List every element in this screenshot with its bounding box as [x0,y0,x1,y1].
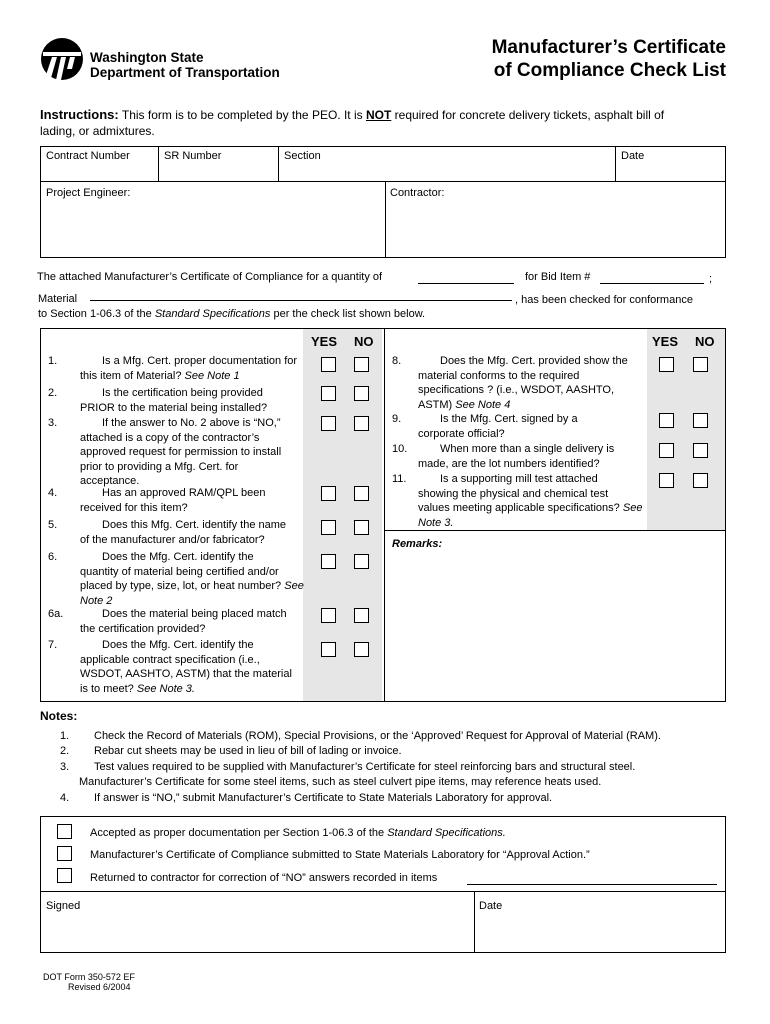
item-line: WSDOT, AASHTO, ASTM) that the material [80,668,292,680]
item-text [80,638,310,696]
left-item-no-checkbox[interactable] [354,357,369,372]
note-number: 2. [60,745,70,757]
item-line: Does this Mfg. Cert. identify the name [102,519,287,531]
left-item-yes-checkbox[interactable] [321,486,336,501]
yes-header-left: YES [311,334,338,349]
left-item-no-checkbox[interactable] [354,554,369,569]
left-item-no-checkbox[interactable] [354,486,369,501]
item-text [80,386,310,415]
item-line: the certification provided? [80,622,206,635]
item-text [80,518,310,547]
item-number: 9. [392,413,402,425]
page-title [492,36,726,82]
submitted-text: Manufacturer’s Certificate of Compliance submitted to State Materials Laboratory for “Approval Action.” [90,849,590,861]
item-line: Is a supporting mill test attached [440,473,598,485]
item-line: values meeting applicable specifications? [418,502,620,514]
instructions-label: Instructions: [40,107,119,122]
item-line: acceptance. [80,475,140,487]
section-reference-text [38,307,425,321]
right-item-yes-checkbox[interactable] [659,473,674,488]
item-line: If the answer to No. 2 above is “NO,” [102,417,281,429]
date-field[interactable]: Date [621,150,645,162]
right-item-yes-checkbox[interactable] [659,443,674,458]
wsdot-logo-icon [40,37,84,81]
form-number: DOT Form 350-572 EF [43,972,135,982]
item-note: See Note 2 [80,580,304,607]
agency-name [90,50,280,80]
item-line: Does the Mfg. Cert. identify the [102,551,254,563]
left-shaded-column [303,329,382,701]
item-number: 8. [392,355,402,367]
left-item-no-checkbox[interactable] [354,416,369,431]
note-text: Test values required to be supplied with Manufacturer’s Certificate for steel reinforcing bars and structural steel. [94,761,636,773]
item-text [418,442,643,471]
title-line1: Manufacturer’s Certificate [491,37,726,58]
right-item-yes-checkbox[interactable] [659,357,674,372]
item-line: corporate official? [418,427,505,440]
item-line: made, are the lot numbers identified? [418,457,600,470]
accepted-text [90,826,506,840]
item-line: ASTM) [418,398,453,411]
item-number: 5. [48,519,58,531]
sr-number-field[interactable]: SR Number [164,150,222,162]
item-line: is to meet? [80,682,134,695]
item-line: attached is a copy of the contractor’s [80,431,260,444]
item-line: Does the Mfg. Cert. identify the [102,639,254,651]
item-line: showing the physical and chemical test [418,487,609,500]
item-note: See Note 3. [418,502,643,529]
item-note: See Note 3. [136,682,195,695]
item-line: prior to providing a Mfg. Cert. for [80,460,239,473]
left-item-yes-checkbox[interactable] [321,416,336,431]
instructions [40,107,730,139]
bid-item-label: for Bid Item # [525,271,591,283]
item-text [418,472,643,530]
right-item-no-checkbox[interactable] [693,443,708,458]
left-item-no-checkbox[interactable] [354,520,369,535]
item-number: 6. [48,551,58,563]
item-line: of the manufacturer and/or fabricator? [80,533,265,546]
left-item-no-checkbox[interactable] [354,608,369,623]
item-note: See Note 1 [184,369,240,382]
left-item-no-checkbox[interactable] [354,386,369,401]
item-text [80,486,310,515]
item-text [418,354,643,412]
left-item-yes-checkbox[interactable] [321,357,336,372]
instructions-emphasis: NOT [365,108,392,122]
section-reference-b: per the check list shown below. [273,308,426,320]
revised-date: Revised 6/2004 [68,982,131,992]
item-number: 1. [48,355,58,367]
accepted-checkbox[interactable] [57,824,72,839]
item-line: this item of Material? [80,369,182,382]
left-item-no-checkbox[interactable] [354,642,369,657]
statement-quantity-label: The attached Manufacturer’s Certificate of Compliance for a quantity of [37,271,383,283]
right-item-no-checkbox[interactable] [693,357,708,372]
note-text: If answer is “NO,” submit Manufacturer’s Certificate to State Materials Laboratory for approval. [94,792,553,804]
left-item-yes-checkbox[interactable] [321,554,336,569]
material-label: Material [38,293,78,305]
left-item-yes-checkbox[interactable] [321,520,336,535]
right-item-yes-checkbox[interactable] [659,413,674,428]
item-line: Is the certification being provided [102,387,263,399]
contract-number-field[interactable]: Contract Number [46,150,130,162]
item-line: quantity of material being certified and/or [80,565,279,578]
agency-line2: Department of Transportation [90,65,280,80]
item-line: Does the material being placed match [102,608,287,620]
left-item-yes-checkbox[interactable] [321,608,336,623]
left-item-yes-checkbox[interactable] [321,642,336,657]
no-header-right: NO [695,334,715,349]
returned-checkbox[interactable] [57,868,72,883]
item-text [80,607,310,636]
item-line: placed by type, size, lot, or heat number? [80,580,282,592]
item-number: 3. [48,417,58,429]
item-text [80,550,310,608]
contractor-field[interactable]: Contractor: [390,187,445,199]
title-line2: of Compliance Check List [493,60,726,81]
returned-text: Returned to contractor for correction of “NO” answers recorded in items [90,872,438,884]
quantity-input[interactable] [418,283,514,284]
note-text: Rebar cut sheets may be used in lieu of bill of lading or invoice. [94,745,402,757]
conformance-text: , has been checked for conformance [515,294,693,306]
section-field[interactable]: Section [284,150,321,162]
item-line: approved request for permission to install [80,446,282,458]
signed-field[interactable]: Signed [46,900,81,912]
agency-line1: Washington State [90,50,204,65]
semicolon: ; [709,273,713,285]
item-line: Is a Mfg. Cert. proper documentation for [102,355,298,367]
item-number: 7. [48,639,58,651]
item-text [80,354,310,383]
right-item-no-checkbox[interactable] [693,473,708,488]
item-text [418,412,643,441]
item-number: 6a. [48,608,64,620]
item-line: PRIOR to the material being installed? [80,401,268,414]
note-text: Manufacturer’s Certificate for some steel items, such as steel culvert pipe items, may reference heats used. [79,776,602,788]
note-number: 4. [60,792,70,804]
accepted-text-a: Accepted as proper documentation per Section 1-06.3 of the [90,827,385,839]
item-line: Is the Mfg. Cert. signed by a [440,413,578,425]
project-engineer-field[interactable]: Project Engineer: [46,187,131,199]
yes-header-right: YES [652,334,679,349]
accepted-text-em: Standard Specifications. [387,827,506,839]
notes-title: Notes: [40,709,78,723]
left-item-yes-checkbox[interactable] [321,386,336,401]
instructions-text-after: required for concrete delivery tickets, asphalt bill of [394,108,665,122]
material-input[interactable] [90,300,512,301]
submitted-checkbox[interactable] [57,846,72,861]
remarks-label: Remarks: [392,538,443,550]
item-number: 2. [48,387,58,399]
item-line: Has an approved RAM/QPL been [102,487,266,499]
item-line: received for this item? [80,501,188,514]
note-text: Check the Record of Materials (ROM), Special Provisions, or the ‘Approved’ Request for Approval of Material (RAM). [94,730,661,742]
item-number: 10. [392,443,408,455]
item-line: applicable contract specification (i.e., [80,653,260,666]
item-note: See Note 4 [455,398,511,411]
bid-item-input[interactable] [600,283,704,284]
standard-specifications-ref: Standard Specifications [154,308,271,320]
signature-date-field[interactable]: Date [479,900,503,912]
item-number: 4. [48,487,58,499]
instructions-line2: lading, or admixtures. [40,124,155,138]
item-line: material conforms to the required [418,369,580,382]
right-item-no-checkbox[interactable] [693,413,708,428]
note-number: 1. [60,730,70,742]
item-line: When more than a single delivery is [440,443,615,455]
returned-items-input[interactable] [467,884,717,885]
section-reference-a: to Section 1-06.3 of the [38,308,152,320]
no-header-left: NO [354,334,374,349]
item-number: 11. [392,473,407,485]
note-number: 3. [60,761,70,773]
item-line: Does the Mfg. Cert. provided show the [440,355,628,367]
instructions-text-before: This form is to be completed by the PEO. It is [121,108,363,122]
item-line: specifications ? (i.e., WSDOT, AASHTO, [418,384,615,396]
item-text [80,416,310,489]
